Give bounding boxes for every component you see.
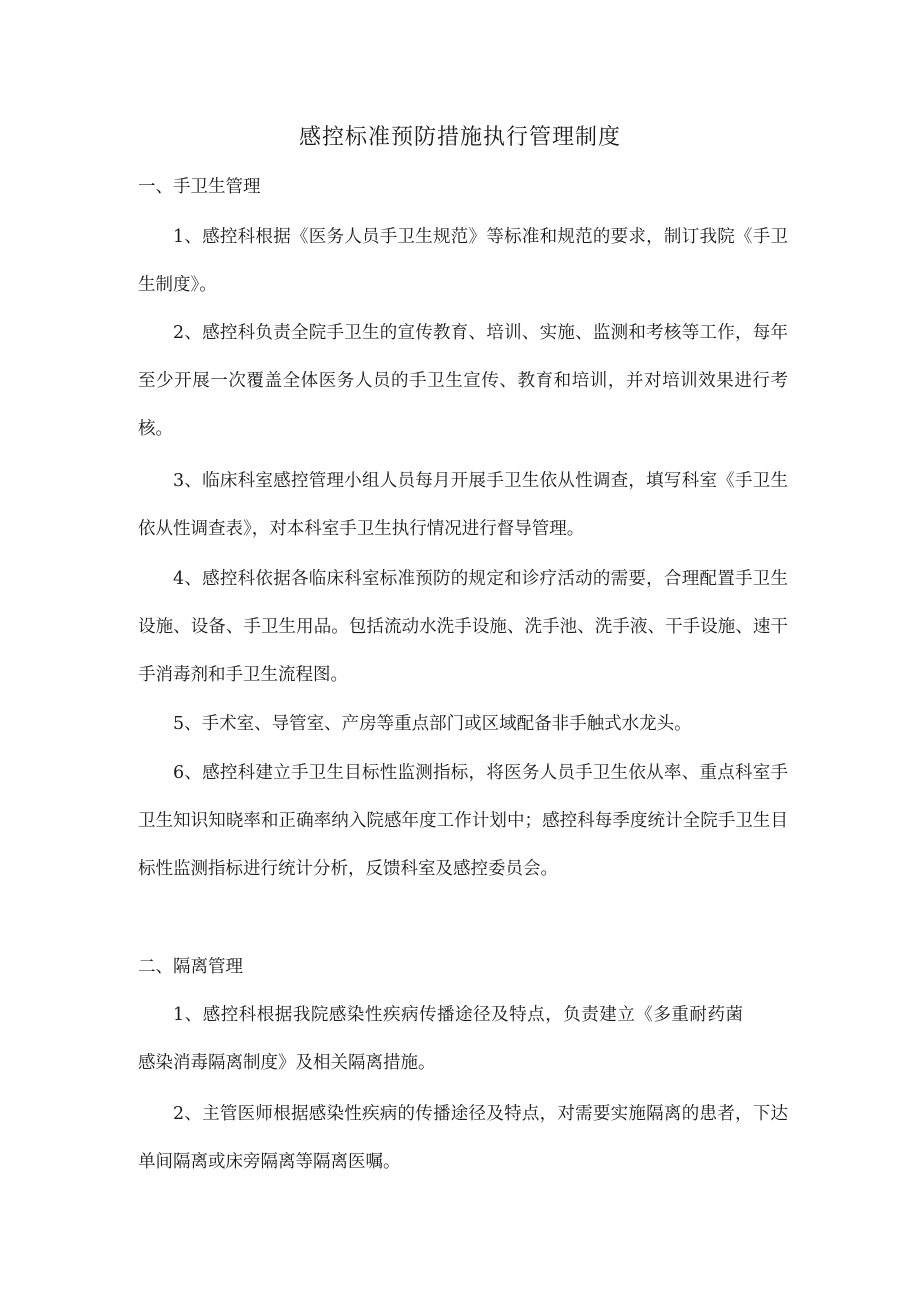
paragraph: 2、感控科负责全院手卫生的宣传教育、培训、实施、监测和考核等工作，每年至少开展一次覆盖全体医务人员的手卫生宣传、教育和培训，并对培训效果进行考核。 bbox=[138, 323, 788, 439]
document-title: 感控标准预防措施执行管理制度 bbox=[298, 125, 621, 150]
paragraph: 5、手术室、导管室、产房等重点部门或区域配备非手触式水龙头。 bbox=[173, 714, 692, 734]
paragraph: 3、临床科室感控管理小组人员每月开展手卫生依从性调查，填写科室《手卫生依从性调查表》，对本科室手卫生执行情况进行督导管理。 bbox=[138, 471, 788, 539]
section-heading-hand-hygiene: 一、手卫生管理 bbox=[138, 177, 261, 197]
paragraph: 2、主管医师根据感染性疾病的传播途径及特点，对需要实施隔离的患者，下达单间隔离或床旁隔离等隔离医嘱。 bbox=[138, 1104, 788, 1172]
paragraph: 1、感控科根据《医务人员手卫生规范》等标准和规范的要求，制订我院《手卫生制度》。 bbox=[138, 227, 788, 295]
paragraph: 6、感控科建立手卫生目标性监测指标，将医务人员手卫生依从率、重点科室手卫生知识知晓率和正确率纳入院感年度工作计划中；感控科每季度统计全院手卫生目标性监测指标进行统计分析，反馈科室及感控委员会。 bbox=[138, 763, 788, 879]
section-heading-isolation: 二、隔离管理 bbox=[138, 957, 243, 977]
paragraph: 4、感控科依据各临床科室标准预防的规定和诊疗活动的需要，合理配置手卫生设施、设备、手卫生用品。包括流动水洗手设施、洗手池、洗手液、干手设施、速干手消毒剂和手卫生流程图。 bbox=[138, 569, 788, 685]
paragraph: 1、感控科根据我院感染性疾病传播途径及特点，负责建立《多重耐药菌感染消毒隔离制度》及相关隔离措施。 bbox=[138, 1005, 743, 1073]
